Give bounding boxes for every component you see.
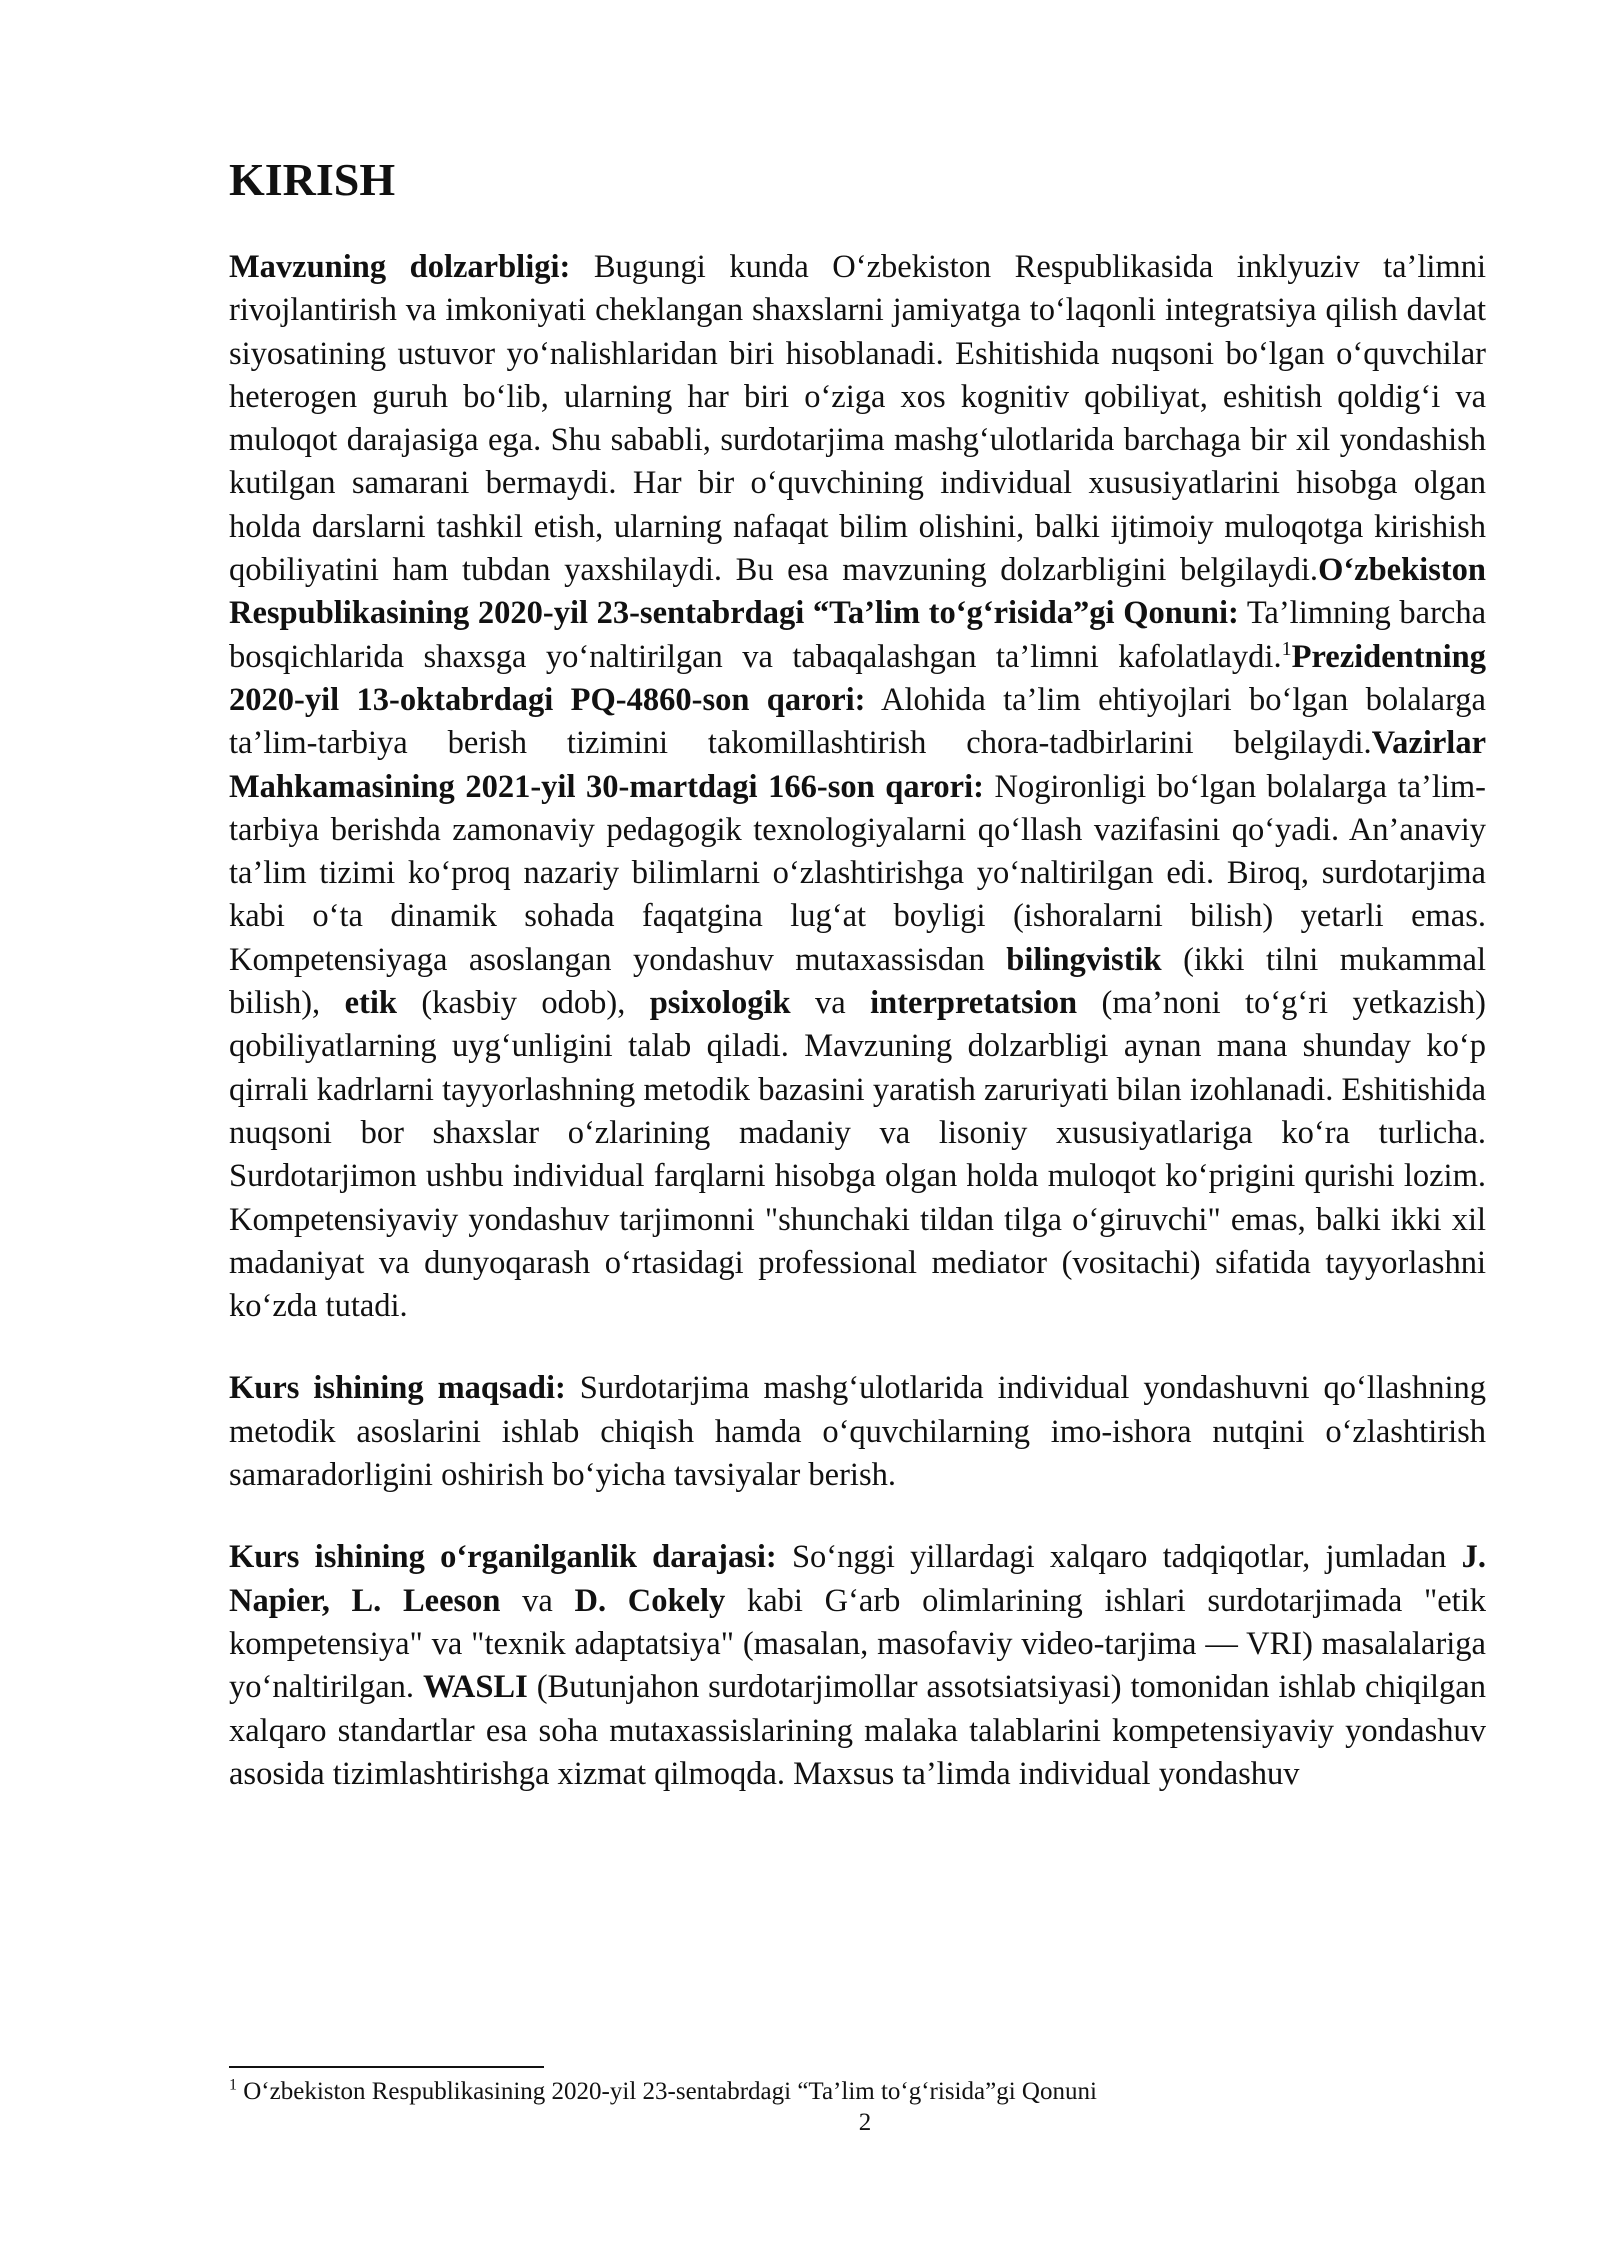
cabinet-label: Vazirlar Mahkamasining 2021-yil 30-martdagi 166-son qarori: <box>229 725 1486 805</box>
section-heading: KIRISH <box>229 154 396 205</box>
relevance-text-end: (ma’noni to‘g‘ri yetkazish) qobiliyatlarning uyg‘unligini talab qiladi. Mavzuning dolzarbligi aynan mana shunday ko‘p qirrali kadrlarni tayyorlashning metodik bazasini yaratish zaruriyati bilan izohlanadi. Eshitishida nuqsoni bor shaxslar o‘zlarining madaniy va lisoniy xususiyatlariga ko‘ra turlicha. Surdotarjimon ushbu individual farqlarni hisobga olgan holda muloqot ko‘prigini qurishi lozim. Kompetensiyaviy yondashuv tarjimonni "shunchaki tildan tilga o‘giruvchi" emas, balki ikki xil madaniyat va dunyoqarash o‘rtasidagi professional mediator (vositachi) sifatida tayyorlashni ko‘zda tutadi. <box>229 985 1486 1325</box>
study-level-label: Kurs ishining o‘rganilganlik darajasi: <box>229 1539 777 1576</box>
law-text: Ta’limning barcha bosqichlarida shaxsga yo‘naltirilgan va tabaqalashgan ta’limni kafolatlaydi. <box>229 595 1486 675</box>
organization-name: WASLI <box>422 1669 528 1706</box>
cabinet-text: Nogironligi bo‘lgan bolalarga ta’lim-tarbiya berishda zamonaviy pedagogik texnologiyalarni qo‘llash vazifasini qo‘yadi. An’anaviy ta’lim tizimi ko‘proq nazariy bilimlarni o‘zlashtirishga yo‘naltirilgan edi. Biroq, surdotarjima kabi o‘ta dinamik sohada faqatgina lug‘at boyligi (ishoralarni bilish) yetarli emas. Kompetensiyaga asoslangan yondashuv mutaxassisdan <box>229 768 1487 978</box>
authors-2: D. Cokely <box>574 1582 726 1619</box>
goal-paragraph <box>229 1367 1486 1497</box>
goal-label: Kurs ishining maqsadi: <box>229 1370 566 1407</box>
relevance-paragraph <box>229 246 1486 1328</box>
footnote-number: 1 <box>229 2076 237 2094</box>
study-level-text-2: va <box>500 1582 575 1619</box>
study-level-text-1: So‘nggi yillardagi xalqaro tadqiqotlar, jumladan <box>776 1539 1462 1576</box>
page-number: 2 <box>858 2109 872 2136</box>
relevance-label: Mavzuning dolzarbligi: <box>229 249 571 285</box>
study-level-text-4: (Butunjahon surdotarjimollar assotsiatsiyasi) tomonidan ishlab chiqilgan xalqaro standartlar esa soha mutaxassislarining malaka talablarini kompetensiyaviy yondashuv asosida tizimlashtirishga xizmat qilmoqda. Maxsus ta’limda individual yondashuv <box>229 1669 1486 1792</box>
text-and: va <box>790 985 871 1022</box>
decree-label: Prezidentning 2020-yil 13-oktabrdagi PQ-4860-son qarori: <box>229 638 1486 718</box>
footnote-divider <box>229 2066 544 2068</box>
term-ethical: etik <box>344 985 397 1022</box>
term-interpretation: interpretatsion <box>870 985 1078 1022</box>
text-bilingual: (ikki tilni mukammal bilish), <box>229 941 1487 1022</box>
study-level-paragraph <box>229 1536 1486 1796</box>
study-level-text-3: kabi G‘arb olimlarining ishlari surdotarjimada "etik kompetensiya" va "texnik adaptatsiya" (masalan, masofaviy video-tarjima — VRI) masalalariga yo‘naltirilgan. <box>229 1582 1486 1706</box>
term-psychological: psixologik <box>649 985 791 1022</box>
footnote-reference: 1 <box>1281 637 1292 660</box>
law-label: O‘zbekiston Respublikasining 2020-yil 23-sentabrdagi “Ta’lim to‘g‘risida”gi Qonuni: <box>229 552 1486 632</box>
footnote <box>229 2076 1097 2109</box>
decree-text: Alohida ta’lim ehtiyojlari bo‘lgan bolalarga ta’lim-tarbiya berish tizimini takomillashtirish chora-tadbirlarini belgilaydi. <box>229 681 1486 762</box>
goal-text: Surdotarjima mashg‘ulotlarida individual yondashuvni qo‘llashning metodik asoslarini ishlab chiqish hamda o‘quvchilarning imo-ishora nutqini o‘zlashtirish samaradorligini oshirish bo‘yicha tavsiyalar berish. <box>229 1370 1486 1494</box>
term-bilingual: bilingvistik <box>1006 941 1162 978</box>
body-text <box>229 246 1486 1835</box>
footnote-text: O‘zbekiston Respublikasining 2020-yil 23-sentabrdagi “Ta’lim to‘g‘risida”gi Qonuni <box>237 2078 1097 2105</box>
text-ethical: (kasbiy odob), <box>396 985 650 1022</box>
authors-1: J. Napier, L. Leeson <box>229 1539 1486 1619</box>
relevance-text: Bugungi kunda O‘zbekiston Respublikasida inklyuziv ta’limni rivojlantirish va imkoniyati cheklangan shaxslarni jamiyatga to‘laqonli integratsiya qilish davlat siyosatining ustuvor yo‘nalishlaridan biri hisoblanadi. Eshitishida nuqsoni bo‘lgan o‘quvchilar heterogen guruh bo‘lib, ularning har biri o‘ziga xos kognitiv qobiliyat, eshitish qoldig‘i va muloqot darajasiga ega. Shu sababli, surdotarjima mashg‘ulotlarida barchaga bir xil yondashish kutilgan samarani bermaydi. Har bir o‘quvchining individual xususiyatlarini hisobga olgan holda darslarni tashkil etish, ularning nafaqat bilim olishini, balki ijtimoiy muloqotga kirishish qobiliyatini ham tubdan yaxshilaydi. Bu esa mavzuning dolzarbligini belgilaydi. <box>229 249 1486 589</box>
